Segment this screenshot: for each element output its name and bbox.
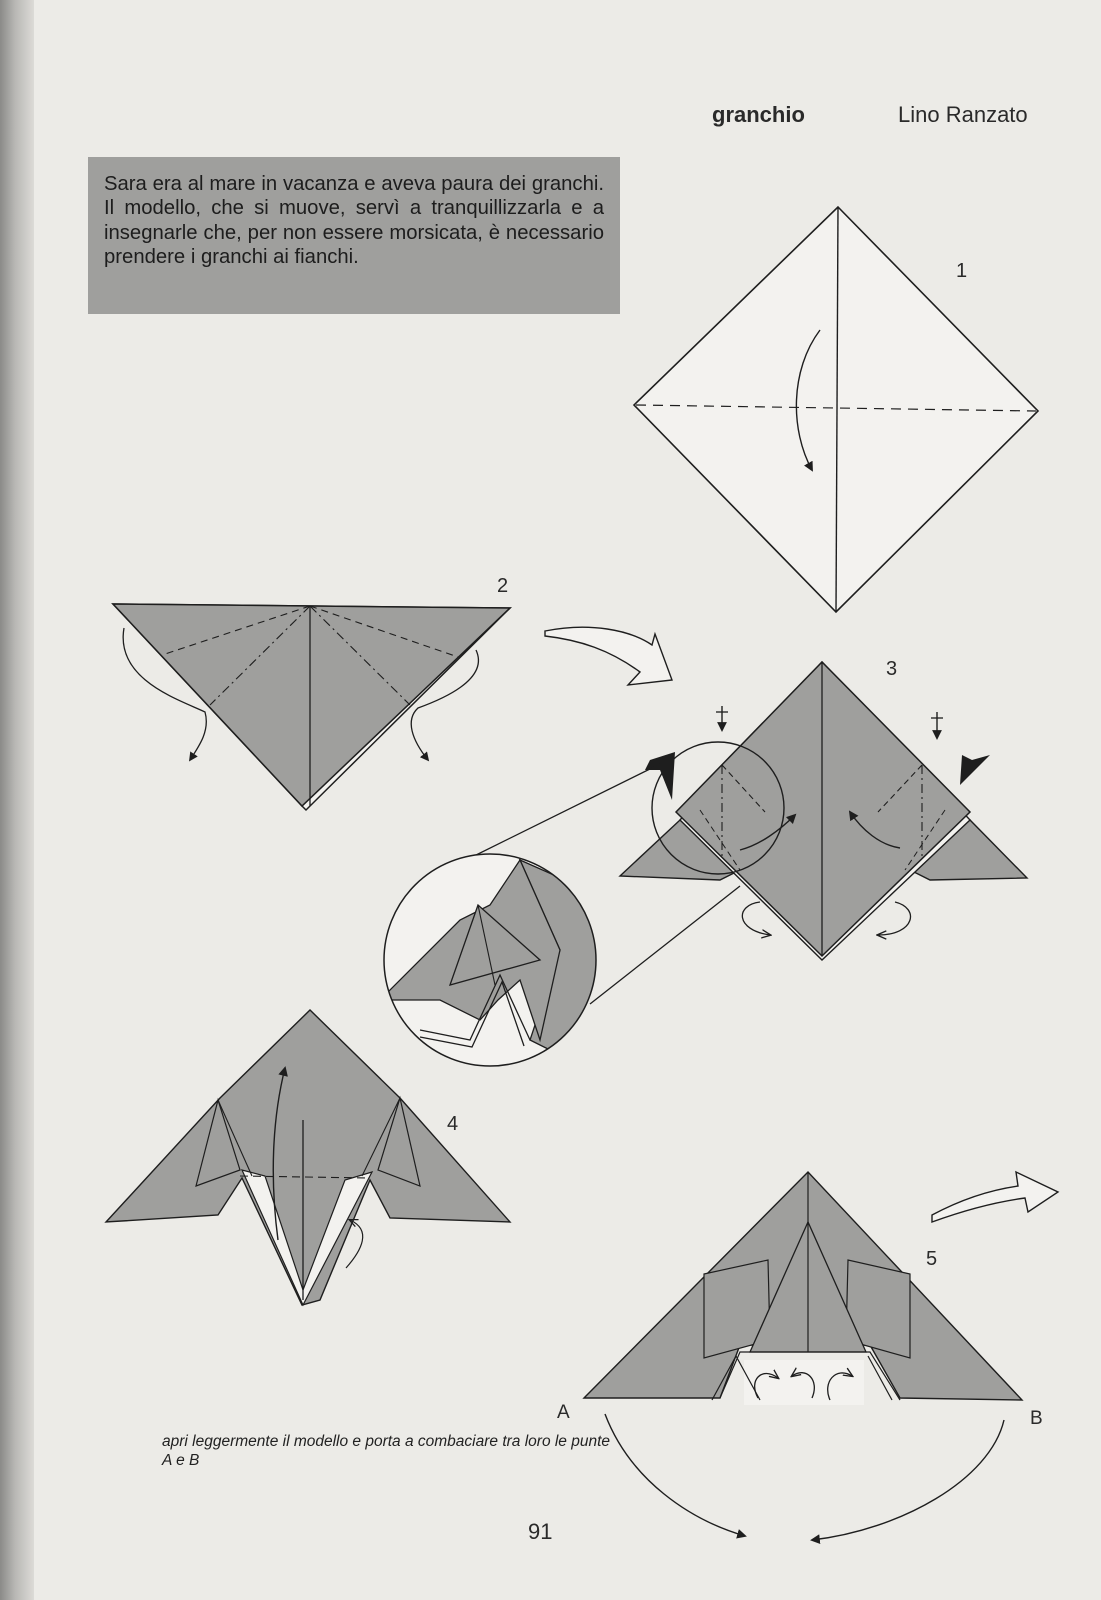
step-number-2: 2 xyxy=(497,575,509,597)
next-step-arrow-1 xyxy=(545,627,672,685)
step5-diagram xyxy=(584,1172,1022,1540)
step-number-1: 1 xyxy=(956,260,968,282)
step-number-5: 5 xyxy=(926,1248,938,1270)
intro-text: Sara era al mare in vacanza e aveva paura dei granchi. Il modello, che si muove, servì a tranquillizzarla e a insegnarle che, per non essere morsicata, è necessario prendere i granchi ai fianchi. xyxy=(104,173,604,269)
author-name: Lino Ranzato xyxy=(898,102,1028,127)
step5-instruction: apri leggermente il modello e porta a combaciare tra loro le punte A e B xyxy=(162,1433,611,1469)
step2-diagram xyxy=(113,604,510,810)
next-step-arrow-2 xyxy=(932,1172,1058,1222)
step1-diagram xyxy=(634,207,1038,612)
point-label-a: A xyxy=(557,1402,570,1423)
step-number-3: 3 xyxy=(886,658,898,680)
model-title: granchio xyxy=(712,102,805,127)
page-number: 91 xyxy=(528,1519,553,1544)
zoom-detail xyxy=(380,854,610,1080)
point-label-b: B xyxy=(1030,1408,1043,1429)
step-number-4: 4 xyxy=(447,1113,459,1135)
